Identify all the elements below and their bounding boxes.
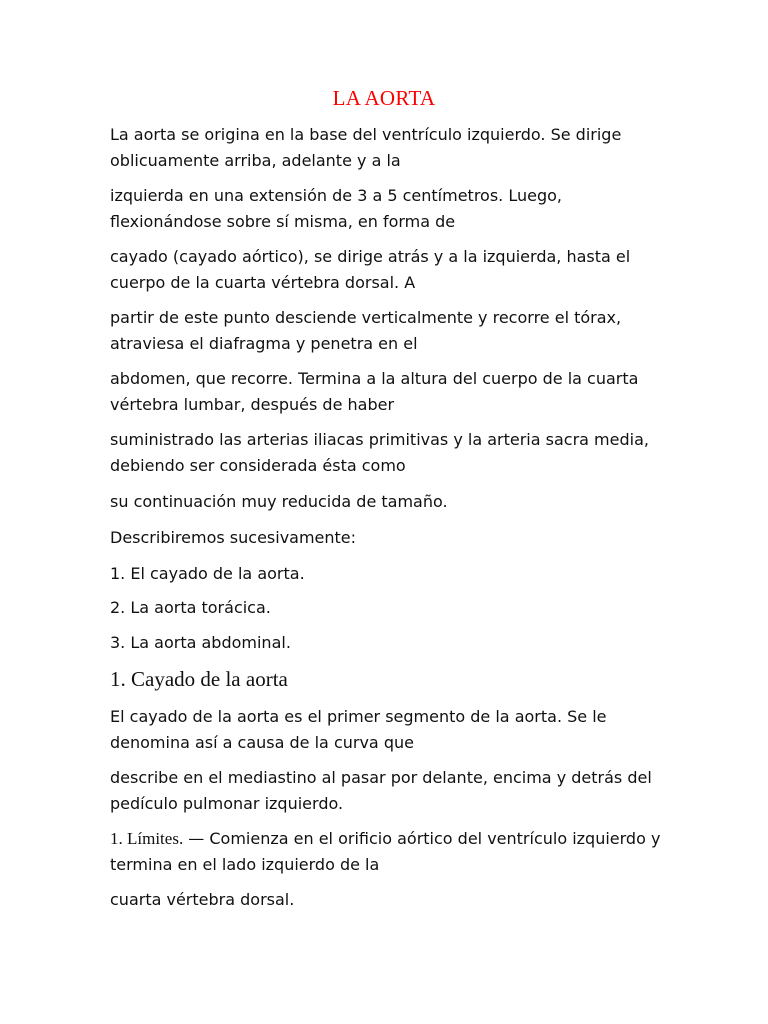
list-item: 2. La aorta torácica.	[110, 598, 271, 617]
paragraph-extension: izquierda en una extensión de 3 a 5 centímetros. Luego, flexionándose sobre sí misma, en forma de	[110, 186, 562, 231]
paragraph-cayado-definition: El cayado de la aorta es el primer segmento de la aorta. Se le denomina así a causa de la curva que	[110, 707, 607, 752]
list-item: 1. El cayado de la aorta.	[110, 564, 305, 583]
limits-text: — Comienza en el orificio aórtico del ventrículo izquierdo y termina en el lado izquierdo de la	[110, 829, 661, 874]
paragraph-last: cuarta vértebra dorsal.	[110, 890, 295, 909]
paragraph-origin: La aorta se origina en la base del ventrículo izquierdo. Se dirige oblicuamente arriba, adelante y a la	[110, 125, 622, 170]
document-title: LA AORTA	[332, 86, 436, 110]
paragraph-describe: Describiremos sucesivamente:	[110, 528, 357, 547]
paragraph-abdomen: abdomen, que recorre. Termina a la altura del cuerpo de la cuarta vértebra lumbar, después de haber	[110, 369, 639, 414]
paragraph-cayado: cayado (cayado aórtico), se dirige atrás y a la izquierda, hasta el cuerpo de la cuarta vértebra dorsal. A	[110, 247, 631, 292]
list-item: 3. La aorta abdominal.	[110, 633, 291, 652]
paragraph-cayado-course: describe en el mediastino al pasar por delante, encima y detrás del pedículo pulmonar izquierdo.	[110, 768, 652, 813]
paragraph-limits	[110, 826, 670, 878]
paragraph-descent: partir de este punto desciende verticalmente y recorre el tórax, atraviesa el diafragma y penetra en el	[110, 308, 622, 353]
section-heading: 1. Cayado de la aorta	[110, 667, 288, 691]
paragraph-arteries: suministrado las arterias iliacas primitivas y la arteria sacra media, debiendo ser considerada ésta como	[110, 430, 649, 475]
paragraph-continuation: su continuación muy reducida de tamaño.	[110, 492, 448, 511]
limits-label: 1. Límites.	[110, 829, 184, 848]
